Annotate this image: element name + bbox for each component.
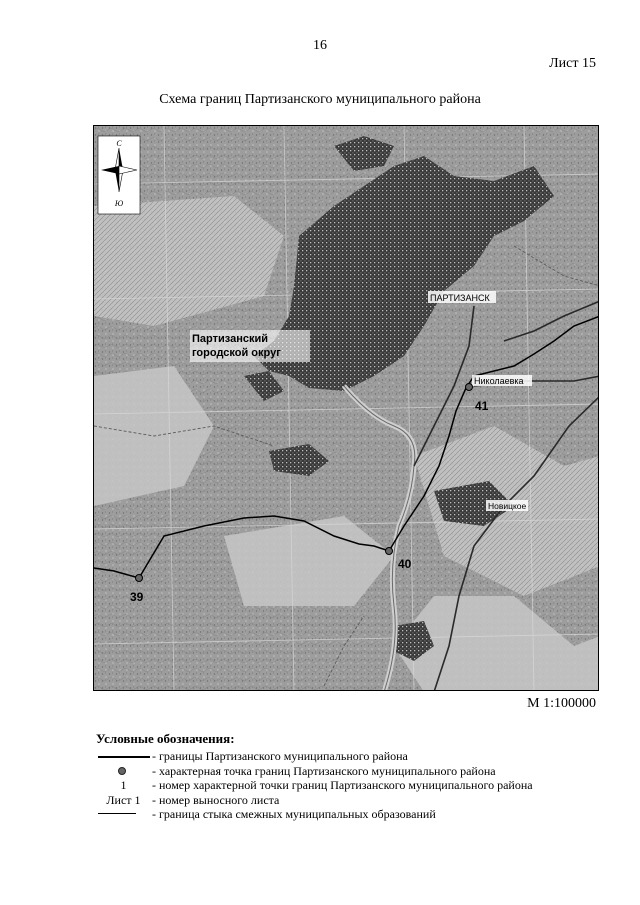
- legend-title: Условные обозначения:: [96, 731, 235, 746]
- compass-north-label: С: [116, 139, 122, 148]
- adjacent-boundary-symbol: [96, 807, 151, 822]
- district-label-line2: городской округ: [192, 347, 281, 359]
- legend-item-text: - номер характерной точки границ Партизанского муниципального района: [152, 778, 533, 792]
- legend-item: [96, 793, 616, 808]
- boundary-line-symbol: [96, 749, 151, 764]
- town-label-partizansk: ПАРТИЗАНСК: [430, 293, 490, 303]
- legend-item-text: - граница стыка смежных муниципальных образований: [152, 807, 436, 821]
- point-number-40: 40: [398, 557, 412, 571]
- point-number-41: 41: [475, 399, 489, 413]
- legend: [96, 731, 616, 822]
- map-scale: М 1:100000: [527, 696, 596, 711]
- sheet-label: Лист 15: [549, 56, 596, 71]
- map-title: Схема границ Партизанского муниципального района: [159, 92, 481, 107]
- compass-rose: [98, 136, 140, 214]
- village-label-novitskoe: Новицкое: [488, 501, 527, 511]
- village-label-nikolaevka: Николаевка: [474, 376, 524, 386]
- legend-item-text: - характерная точка границ Партизанского муниципального района: [152, 763, 496, 778]
- page-number: 16: [313, 38, 327, 53]
- sheet-number-symbol: Лист 1: [106, 792, 141, 807]
- point-symbol: [96, 764, 151, 779]
- legend-item: [96, 764, 616, 779]
- map-frame: [93, 125, 599, 691]
- compass-south-label: Ю: [114, 199, 124, 208]
- legend-item: [96, 749, 616, 764]
- legend-item-text: - границы Партизанского муниципального района: [152, 749, 408, 763]
- point-number-symbol: 1: [120, 778, 127, 792]
- topographic-map: [94, 126, 599, 691]
- legend-item: [96, 778, 616, 793]
- legend-item: [96, 807, 616, 822]
- legend-item-text: - номер выносного листа: [152, 792, 280, 807]
- district-label-line1: Партизанский: [192, 333, 268, 345]
- point-number-39: 39: [130, 590, 144, 604]
